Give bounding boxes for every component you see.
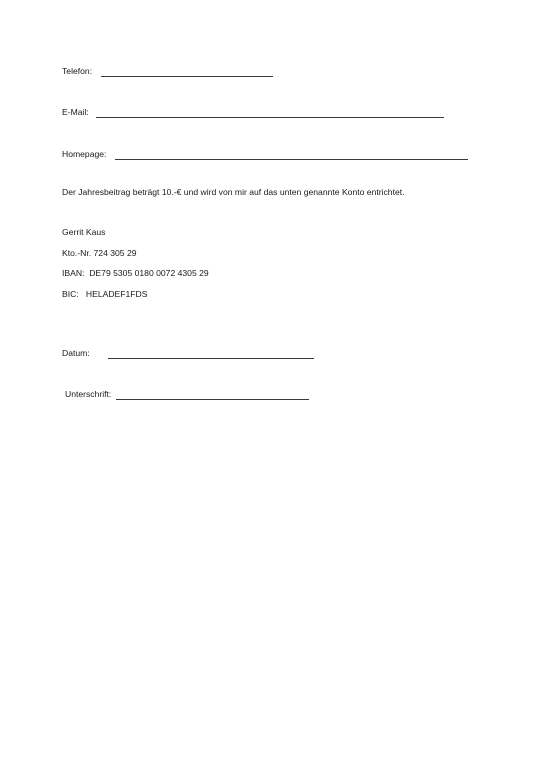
unterschrift-label: Unterschrift:	[65, 389, 112, 399]
datum-input-line[interactable]	[108, 349, 314, 359]
datum-field	[62, 347, 314, 359]
unterschrift-field	[65, 388, 309, 400]
telefon-input-line[interactable]	[101, 67, 273, 77]
bic: BIC: HELADEF1FDS	[62, 289, 148, 299]
telefon-label: Telefon:	[62, 66, 93, 76]
telefon-field	[62, 65, 273, 77]
email-label: E-Mail:	[62, 107, 89, 117]
homepage-label: Homepage:	[62, 149, 107, 159]
homepage-input-line[interactable]	[115, 150, 468, 160]
account-number: Kto.-Nr. 724 305 29	[62, 248, 137, 258]
email-field	[62, 106, 444, 118]
account-holder: Gerrit Kaus	[62, 227, 106, 237]
email-input-line[interactable]	[96, 108, 444, 118]
unterschrift-input-line[interactable]	[116, 390, 309, 400]
datum-label: Datum:	[62, 348, 90, 358]
iban: IBAN: DE79 5305 0180 0072 4305 29	[62, 268, 209, 278]
homepage-field	[62, 148, 468, 160]
fee-statement: Der Jahresbeitrag beträgt 10.-€ und wird von mir auf das unten genannte Konto entrichtet.	[62, 187, 405, 197]
